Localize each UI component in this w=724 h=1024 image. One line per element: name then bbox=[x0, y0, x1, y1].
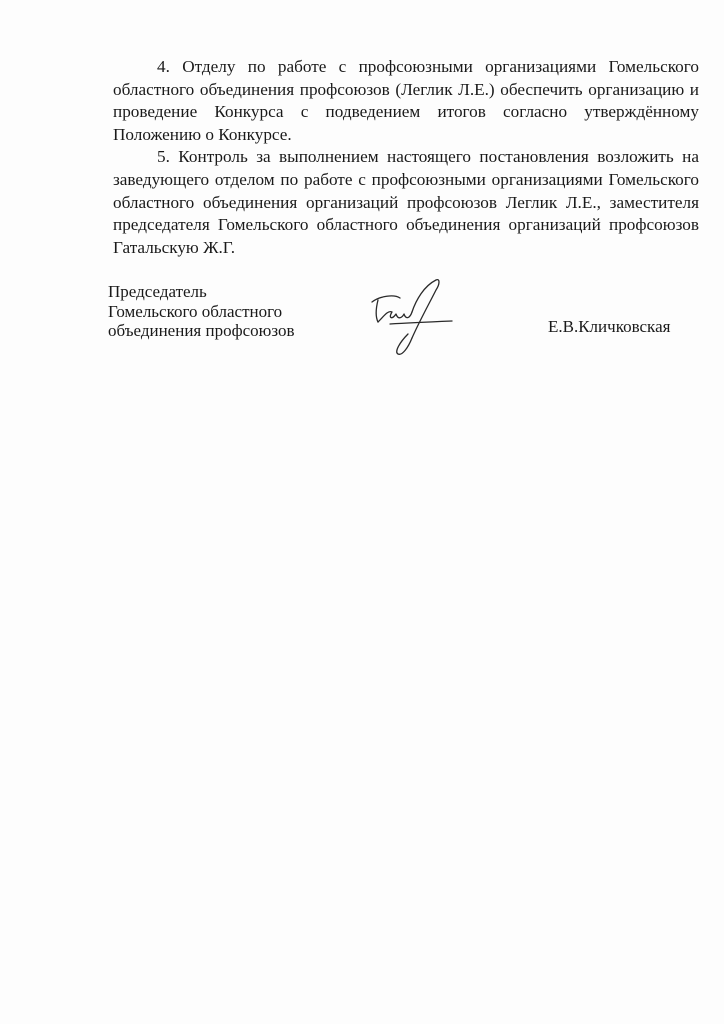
document-body bbox=[113, 56, 699, 259]
signer-name: Е.В.Кличковская bbox=[548, 317, 671, 336]
paragraph-4: 4. Отделу по работе с профсоюзными организациями Гомельского областного объединения профсоюзов (Леглик Л.Е.) обеспечить организацию и проведение Конкурса с подведением итогов согласно утверждённому Положению о Конкурсе. bbox=[113, 57, 699, 144]
handwritten-signature bbox=[366, 276, 456, 360]
signatory-title-line-2: Гомельского областного bbox=[108, 301, 283, 321]
paragraph-5: 5. Контроль за выполнением настоящего постановления возложить на заведующего отделом по работе с профсоюзными организациями Гомельского областного объединения организаций профсоюзов Леглик Л.Е., заместителя председателя Гомельского областного объединения организаций профсоюзов Гатальскую Ж.Г. bbox=[113, 147, 699, 257]
signatory-title-line-3: объединения профсоюзов bbox=[108, 321, 295, 340]
signatory-title-line-1: Председатель bbox=[108, 282, 207, 301]
signatory-title bbox=[108, 282, 295, 341]
